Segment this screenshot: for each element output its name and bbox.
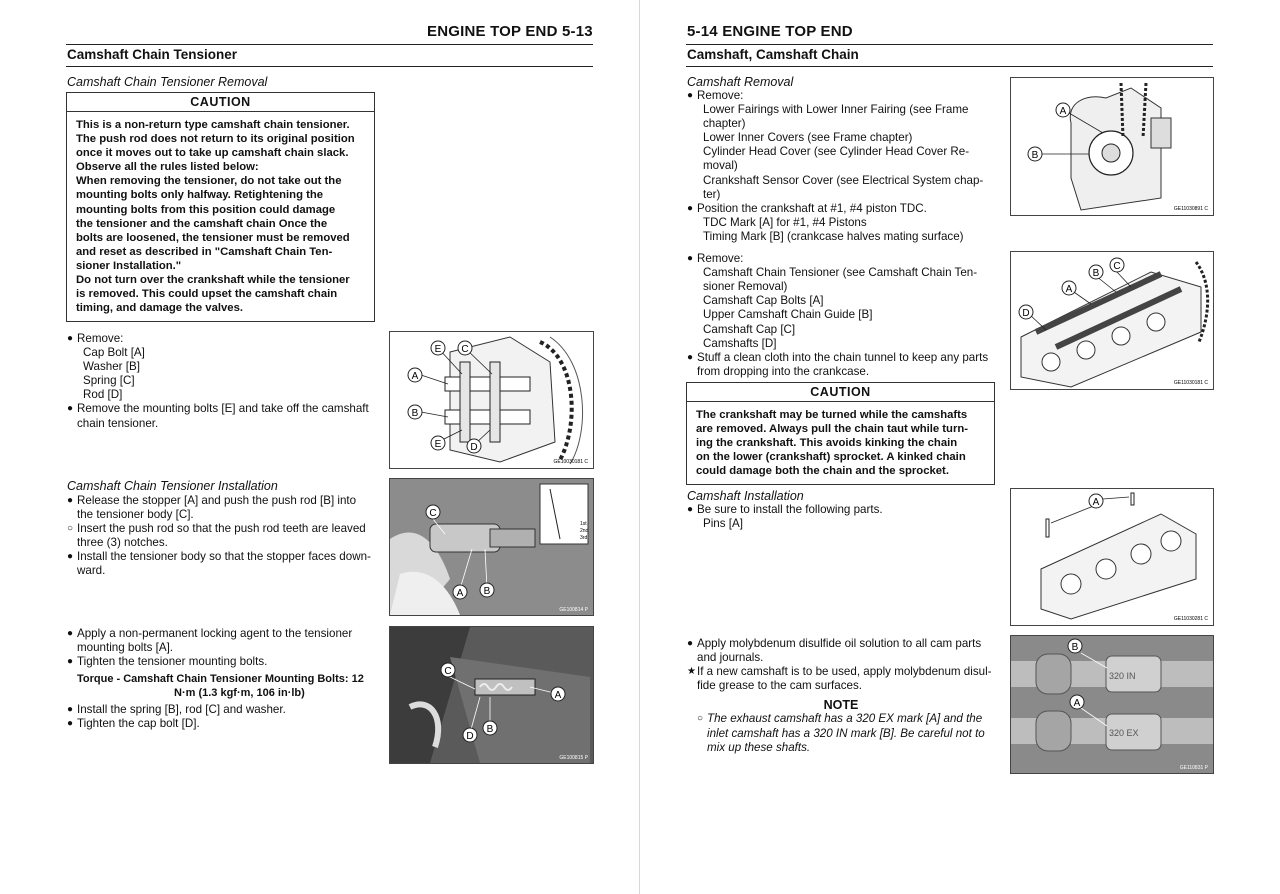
installation-steps xyxy=(67,494,375,579)
step-text: Be sure to install the following parts. xyxy=(697,503,883,516)
list-item: sioner Removal) xyxy=(703,280,788,294)
removal-subtitle: Camshaft Removal xyxy=(687,75,794,89)
step-text: Install the tensioner body so that the stopper faces down- xyxy=(77,550,371,564)
step-text: Stuff a clean cloth into the chain tunnel to keep any parts xyxy=(697,350,989,364)
bullet-icon: ● xyxy=(67,551,74,563)
list-item: Camshaft Chain Tensioner (see Camshaft Chain Ten- xyxy=(703,266,978,280)
camshaft-mark: 320 EX xyxy=(1109,728,1139,738)
step-text: Apply molybdenum disulfide oil solution to all cam parts xyxy=(697,637,982,650)
callout-label: B xyxy=(411,408,419,419)
caution-line: once it moves out to take up camshaft chain slack. xyxy=(76,147,349,160)
callout-label: B xyxy=(486,724,494,735)
section-rule xyxy=(66,66,593,67)
caution-box xyxy=(686,382,995,485)
list-item: Camshaft Cap Bolts [A] xyxy=(703,294,824,308)
bullet-icon: ● xyxy=(67,333,74,344)
callout-label: D xyxy=(470,442,478,453)
callout-label: A xyxy=(1092,497,1100,508)
step-text: chain tensioner. xyxy=(77,416,159,430)
right-page-header: 5-14 ENGINE TOP END xyxy=(687,23,853,40)
step-text: Remove: xyxy=(697,89,744,102)
left-page-header: ENGINE TOP END 5-13 xyxy=(427,23,593,40)
bullet-icon: ● xyxy=(67,403,74,415)
torque-line: N·m (1.3 kgf·m, 106 in·lb) xyxy=(174,687,305,700)
step-text: Tighten the tensioner mounting bolts. xyxy=(77,655,268,669)
sub-bullet-icon: ○ xyxy=(67,523,74,535)
callout-label: A xyxy=(411,371,419,382)
step-text: If a new camshaft is to be used, apply molybdenum disul- xyxy=(697,665,992,679)
section-title: Camshaft, Camshaft Chain xyxy=(687,47,859,62)
step-text: Insert the push rod so that the push rod teeth are leaved xyxy=(77,522,366,536)
caution-line: timing, and damage the valves. xyxy=(76,302,243,315)
caution-line: When removing the tensioner, do not take out the xyxy=(76,175,342,188)
step-text: mounting bolts [A]. xyxy=(77,641,174,655)
callout-label: D xyxy=(1022,308,1030,319)
caution-line: could damage both the chain and the sprocket. xyxy=(696,465,949,478)
figure-code: GE10030181 C xyxy=(553,459,588,465)
step-text: Install the spring [B], rod [C] and washer. xyxy=(77,703,286,717)
camshafts-photo xyxy=(1010,635,1214,774)
tensioner-photo xyxy=(389,478,594,616)
list-item: moval) xyxy=(703,159,738,173)
callout-label: C xyxy=(429,508,437,519)
final-steps xyxy=(67,627,375,731)
bullet-icon: ● xyxy=(67,495,74,506)
list-item: TDC Mark [A] for #1, #4 Pistons xyxy=(703,215,867,229)
camshaft-removal-steps xyxy=(687,89,995,379)
bullet-icon: ● xyxy=(67,628,74,639)
figure-code: GE11030181 C xyxy=(1173,380,1208,386)
bullet-icon: ● xyxy=(687,253,694,265)
bullet-icon: ● xyxy=(687,202,694,214)
inset-label: 3rd xyxy=(580,535,588,541)
caution-line: sioner Installation." xyxy=(76,259,182,272)
callout-label: A xyxy=(1073,698,1081,709)
list-item: Timing Mark [B] (crankcase halves mating surface) xyxy=(703,229,964,243)
caution-line: on the lower (crankshaft) sprocket. A kinked chain xyxy=(696,451,966,464)
step-text: Release the stopper [A] and push the push rod [B] into xyxy=(77,494,357,507)
caution-line: mounting bolts only halfway. Retightening the xyxy=(76,189,324,202)
camshaft-mark: 320 IN xyxy=(1109,671,1136,681)
list-item: Camshafts [D] xyxy=(703,336,777,350)
list-item: Cap Bolt [A] xyxy=(83,346,145,360)
bullet-icon: ● xyxy=(67,656,74,668)
bullet-icon: ● xyxy=(67,718,74,730)
figure-code: GE100814 P xyxy=(559,607,588,613)
caution-line: bolts are loosened, the tensioner must be removed xyxy=(76,231,350,244)
figure-code: GE100815 P xyxy=(559,755,588,761)
bullet-icon: ● xyxy=(67,704,74,716)
caution-title: CAUTION xyxy=(687,383,994,402)
callout-label: A xyxy=(456,588,464,599)
removal-steps xyxy=(67,332,375,431)
callout-label: A xyxy=(1065,284,1073,295)
callout-label: C xyxy=(461,344,469,355)
camshaft-cap-diagram xyxy=(1010,251,1214,390)
list-item: Cylinder Head Cover (see Cylinder Head Cover Re- xyxy=(703,145,970,159)
caution-line: The push rod does not return to its original position xyxy=(76,133,355,146)
caution-line: The crankshaft may be turned while the camshafts xyxy=(696,409,968,421)
list-item: Pins [A] xyxy=(703,517,743,531)
caution-line: ing the crankshaft. This avoids kinking the chain xyxy=(696,437,958,450)
list-item: Rod [D] xyxy=(83,388,123,402)
step-text: three (3) notches. xyxy=(77,536,168,550)
caution-line: and reset as described in "Camshaft Chain Ten- xyxy=(76,245,333,258)
star-icon: ★ xyxy=(687,666,696,678)
bullet-icon: ● xyxy=(687,638,694,649)
step-text: Remove: xyxy=(77,332,124,345)
caution-line: mounting bolts from this position could damage xyxy=(76,203,336,216)
callout-label: D xyxy=(466,731,474,742)
header-rule xyxy=(686,44,1213,45)
callout-label: A xyxy=(554,690,562,701)
note-text: mix up these shafts. xyxy=(707,740,811,754)
list-item: Lower Fairings with Lower Inner Fairing (see Frame xyxy=(703,103,969,117)
torque-line: Torque - Camshaft Chain Tensioner Mounting Bolts: 12 xyxy=(77,673,364,686)
tdc-mark-diagram xyxy=(1010,77,1214,216)
step-text: the tensioner body [C]. xyxy=(77,508,194,522)
caution-line: This is a non-return type camshaft chain tensioner. xyxy=(76,119,350,131)
caution-line: the tensioner and the camshaft chain Once the xyxy=(76,217,328,230)
note-title: NOTE xyxy=(823,698,859,713)
caution-body xyxy=(67,112,374,321)
caution-line: Do not turn over the crankshaft while the tensioner xyxy=(76,274,350,287)
list-item: Spring [C] xyxy=(83,374,135,388)
camshaft-lubrication-steps xyxy=(687,637,995,755)
caution-line: are removed. Always pull the chain taut while turn- xyxy=(696,423,969,436)
step-text: Remove the mounting bolts [E] and take off the camshaft xyxy=(77,402,369,416)
caution-line: Observe all the rules listed below: xyxy=(76,161,259,174)
list-item: Crankshaft Sensor Cover (see Electrical System chap- xyxy=(703,173,984,187)
note-text: The exhaust camshaft has a 320 EX mark [A] and the xyxy=(707,712,983,726)
pins-diagram xyxy=(1010,488,1214,626)
step-text: Tighten the cap bolt [D]. xyxy=(77,717,200,731)
installation-subtitle: Camshaft Chain Tensioner Installation xyxy=(67,479,278,493)
camshaft-installation-steps xyxy=(687,503,995,531)
step-text: Position the crankshaft at #1, #4 piston TDC. xyxy=(697,201,927,215)
step-text: Remove: xyxy=(697,252,744,266)
caution-body xyxy=(687,402,994,484)
note-text: inlet camshaft has a 320 IN mark [B]. Be careful not to xyxy=(707,726,985,740)
step-text: Apply a non-permanent locking agent to the tensioner xyxy=(77,627,353,640)
bullet-icon: ● xyxy=(687,351,694,363)
right-page xyxy=(640,0,1280,894)
header-rule xyxy=(66,44,593,45)
list-item: Washer [B] xyxy=(83,360,140,374)
figure-code: GE11030891 C xyxy=(1173,206,1208,212)
torque-spec xyxy=(67,672,375,700)
callout-label: A xyxy=(1059,106,1067,117)
section-title: Camshaft Chain Tensioner xyxy=(67,47,238,62)
bullet-icon: ● xyxy=(687,504,694,515)
list-item: ter) xyxy=(703,187,721,201)
step-text: and journals. xyxy=(697,651,764,665)
step-text: fide grease to the cam surfaces. xyxy=(697,679,862,693)
callout-label: E xyxy=(434,344,442,355)
installation-subtitle: Camshaft Installation xyxy=(687,489,804,503)
caution-title: CAUTION xyxy=(67,93,374,112)
sub-bullet-icon: ○ xyxy=(697,713,704,725)
list-item: Lower Inner Covers (see Frame chapter) xyxy=(703,131,913,145)
bullet-icon: ● xyxy=(687,90,694,101)
caution-box xyxy=(66,92,375,322)
step-text: from dropping into the crankcase. xyxy=(697,364,870,378)
caution-line: is removed. This could upset the camshaft chain xyxy=(76,288,338,301)
removal-subtitle: Camshaft Chain Tensioner Removal xyxy=(67,75,268,89)
callout-label: C xyxy=(1113,261,1121,272)
figure-code: GE110831 P xyxy=(1179,765,1208,771)
callout-label: B xyxy=(483,586,491,597)
figure-code: GE11030281 C xyxy=(1173,616,1208,622)
callout-label: B xyxy=(1031,150,1039,161)
callout-label: C xyxy=(444,666,452,677)
section-rule xyxy=(686,66,1213,67)
list-item: Upper Camshaft Chain Guide [B] xyxy=(703,308,873,322)
callout-label: B xyxy=(1071,642,1079,653)
inset-label: 2nd xyxy=(580,528,589,534)
callout-label: E xyxy=(434,439,442,450)
installation-photo xyxy=(389,626,594,764)
step-text: ward. xyxy=(77,564,106,578)
list-item: Camshaft Cap [C] xyxy=(703,322,796,336)
list-item: chapter) xyxy=(703,117,746,131)
inset-label: 1st xyxy=(580,521,587,527)
tensioner-diagram xyxy=(389,331,594,469)
callout-label: B xyxy=(1092,268,1100,279)
